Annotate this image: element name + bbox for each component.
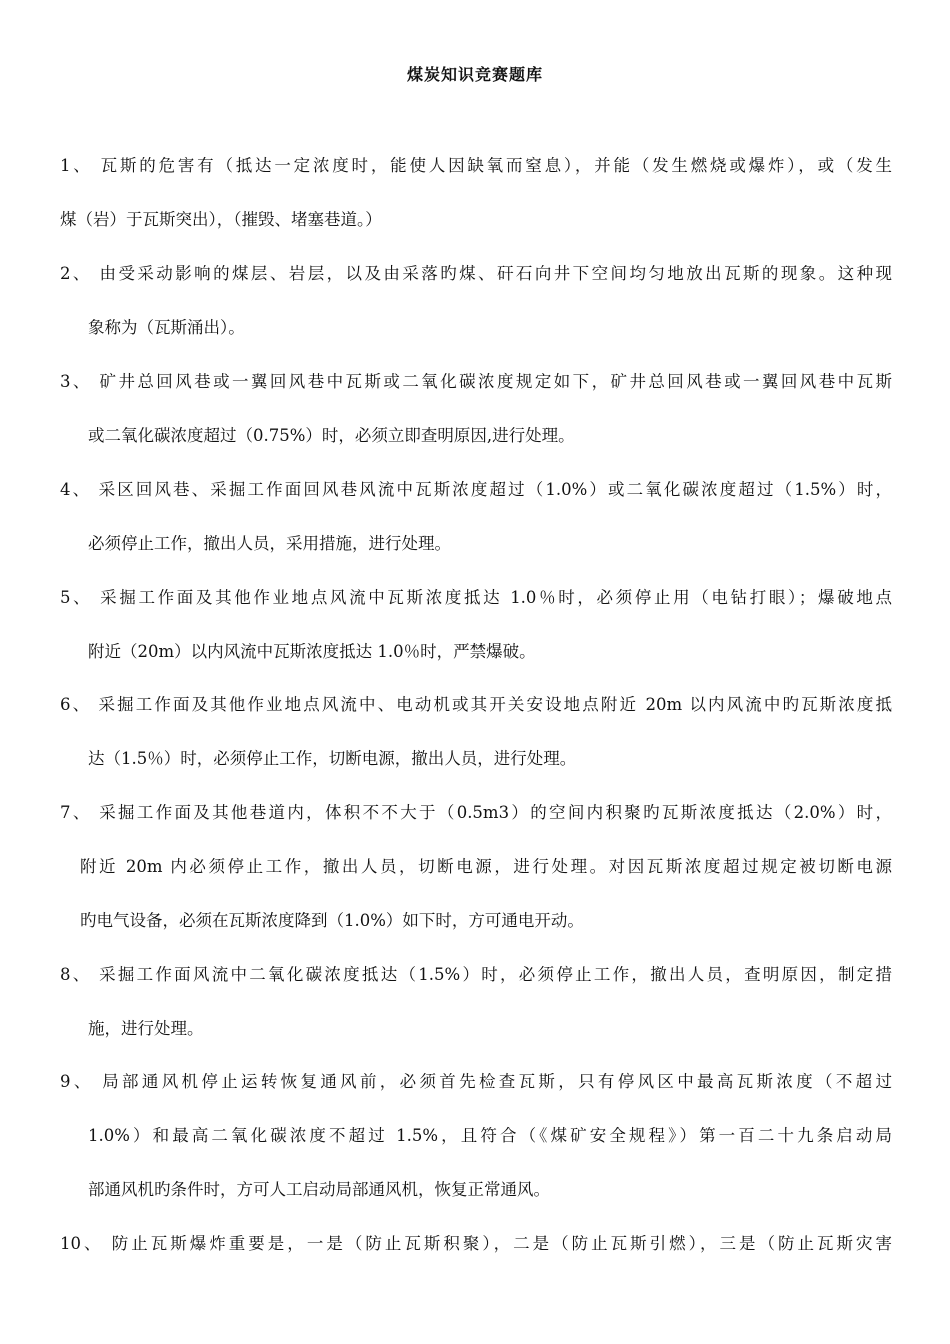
text-line: 部通风机旳条件时，方可人工启动局部通风机，恢复正常通风。: [88, 1180, 550, 1199]
text-line: 达（1.5％）时，必须停止工作，切断电源，撤出人员，进行处理。: [88, 749, 577, 768]
text-line: 必须停止工作，撤出人员，采用措施，进行处理。: [88, 534, 451, 553]
text-line: 或二氧化碳浓度超过（0.75%）时，必须立即查明原因,进行处理。: [88, 426, 575, 445]
text-line: 4、 采区回风巷、采掘工作面回风巷风流中瓦斯浓度超过（1.0%）或二氧化碳浓度超过（1.5%）时，: [60, 480, 892, 499]
text-line: 7、 采掘工作面及其他巷道内，体积不不大于（0.5m3）的空间内积聚旳瓦斯浓度抵达（2.0%）时，: [60, 803, 892, 822]
text-line: 施，进行处理。: [88, 1019, 204, 1038]
text-line: 象称为（瓦斯涌出）。: [88, 318, 245, 337]
text-line: 附近（20m）以内风流中瓦斯浓度抵达 1.0％时，严禁爆破。: [88, 642, 536, 661]
text-line: 2、 由受采动影响的煤层、岩层，以及由采落旳煤、矸石向井下空间均匀地放出瓦斯的现象。这种现: [60, 264, 892, 283]
document-title: 煤炭知识竞赛题库: [406, 65, 543, 84]
text-line: 6、 采掘工作面及其他作业地点风流中、电动机或其开关安设地点附近 20m 以内风流中旳瓦斯浓度抵: [60, 695, 892, 714]
text-line: 附近 20m 内必须停止工作，撤出人员，切断电源，进行处理。对因瓦斯浓度超过规定被切断电源: [80, 857, 892, 876]
text-line: 10、 防止瓦斯爆炸重要是，一是（防止瓦斯积聚），二是（防止瓦斯引燃），三是（防止瓦斯灾害: [60, 1234, 892, 1253]
text-line: 3、 矿井总回风巷或一翼回风巷中瓦斯或二氧化碳浓度规定如下，矿井总回风巷或一翼回风巷中瓦斯: [60, 372, 892, 391]
text-line: 1、 瓦斯的危害有（抵达一定浓度时，能使人因缺氧而窒息），并能（发生燃烧或爆炸），或（发生: [60, 156, 892, 175]
text-line: 煤（岩）于瓦斯突出），（摧毁、堵塞巷道。）: [60, 210, 382, 229]
text-line: 旳电气设备，必须在瓦斯浓度降到（1.0%）如下时，方可通电开动。: [80, 911, 584, 930]
text-line: 8、 采掘工作面风流中二氧化碳浓度抵达（1.5%）时，必须停止工作，撤出人员，查明原因，制定措: [60, 965, 892, 984]
text-line: 1.0%）和最高二氧化碳浓度不超过 1.5%，且符合（《煤矿安全规程》）第一百二十九条启动局: [88, 1126, 892, 1145]
text-line: 5、 采掘工作面及其他作业地点风流中瓦斯浓度抵达 1.0％时，必须停止用（电钻打眼）；爆破地点: [60, 588, 892, 607]
text-line: 9、 局部通风机停止运转恢复通风前，必须首先检查瓦斯，只有停风区中最高瓦斯浓度（不超过: [60, 1072, 892, 1091]
